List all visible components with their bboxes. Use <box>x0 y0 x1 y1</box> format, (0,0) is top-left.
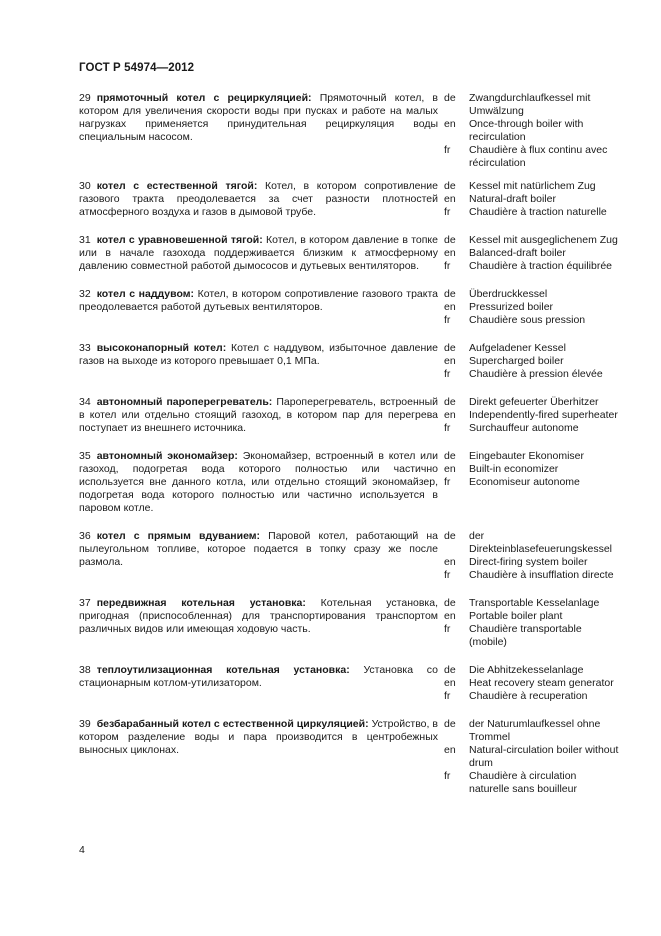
translation-text: Portable boiler plant <box>469 610 563 622</box>
translation-row <box>444 463 619 476</box>
term-definition-block <box>79 664 438 703</box>
term-number: 38 <box>79 664 91 676</box>
term-definition-block <box>79 450 438 515</box>
translation-row <box>444 92 619 118</box>
term-name: высоконапорный котел: <box>96 342 227 354</box>
translation-text: Zwangdurchlaufkessel mit Umwälzung <box>469 92 591 117</box>
translation-row <box>444 690 619 703</box>
term-entry <box>79 530 619 582</box>
language-code: de <box>444 288 456 300</box>
translation-row <box>444 409 619 422</box>
translation-row <box>444 597 619 610</box>
translation-text: Once-through boiler with recirculation <box>469 118 584 143</box>
translation-text: Chaudière sous pression <box>469 314 586 326</box>
translation-row <box>444 744 619 770</box>
term-definition-block <box>79 180 438 219</box>
term-definition-block <box>79 396 438 435</box>
term-name: прямоточный котел с рециркуляцией: <box>96 92 312 104</box>
translation-row <box>444 288 619 301</box>
term-entry <box>79 92 619 170</box>
language-code: en <box>444 247 456 259</box>
translation-row <box>444 342 619 355</box>
term-definition-block <box>79 234 438 273</box>
language-code: en <box>444 409 456 421</box>
language-code: fr <box>444 368 451 380</box>
language-code: de <box>444 530 456 542</box>
language-code: de <box>444 180 456 192</box>
term-definition: Пароперегреватель, встроенный в котел или отдельно стоящий газоход, в котором пар для перегрева поступает из внешнего источника. <box>79 396 438 434</box>
language-code: en <box>444 610 456 622</box>
translation-text: Die Abhitzekesselanlage <box>469 664 584 676</box>
translation-text: Kessel mit ausgeglichenem Zug <box>469 234 618 246</box>
translation-text: Natural-draft boiler <box>469 193 556 205</box>
translation-row <box>444 556 619 569</box>
translation-text: Built-in economizer <box>469 463 559 475</box>
term-name: котел с естественной тягой: <box>96 180 258 192</box>
translations <box>444 288 619 327</box>
translation-text: Chaudière à traction équilibrée <box>469 260 613 272</box>
translation-text: Pressurized boiler <box>469 301 554 313</box>
translation-row <box>444 422 619 435</box>
page-number: 4 <box>79 844 85 856</box>
language-code: fr <box>444 260 451 272</box>
language-code: en <box>444 677 456 689</box>
translation-row <box>444 180 619 193</box>
translation-text: der Direkteinblasefeuerungskessel <box>469 530 612 555</box>
language-code: de <box>444 396 456 408</box>
language-code: en <box>444 556 456 568</box>
translation-row <box>444 476 619 489</box>
language-code: fr <box>444 144 451 156</box>
translation-row <box>444 301 619 314</box>
translations <box>444 396 619 435</box>
language-code: fr <box>444 206 451 218</box>
translation-text: Chaudière à recuperation <box>469 690 588 702</box>
term-definition-block <box>79 597 438 649</box>
translations <box>444 597 619 649</box>
term-definition: Котел, в котором сопротивление газового тракта преодолевается за счет разности плотностей атмосферного воздуха и газов в дымовой трубе. <box>79 180 438 218</box>
term-definition-block <box>79 288 438 327</box>
term-number: 29 <box>79 92 91 104</box>
translation-row <box>444 144 619 170</box>
translation-text: Heat recovery steam generator <box>469 677 614 689</box>
term-definition: Паровой котел, работающий на пылеугольном топливе, которое подается в топку сразу же после размола. <box>79 530 439 568</box>
term-entry <box>79 396 619 435</box>
term-definition-block <box>79 718 438 796</box>
language-code: de <box>444 664 456 676</box>
translation-text: Chaudière à traction naturelle <box>469 206 607 218</box>
term-entry <box>79 342 619 381</box>
translation-text: Chaudière à pression élevée <box>469 368 603 380</box>
term-definition: Котел, в котором сопротивление газового тракта преодолевается работой дутьевых вентиляторов. <box>79 288 439 313</box>
term-number: 39 <box>79 718 91 730</box>
translation-text: Transportable Kesselanlage <box>469 597 600 609</box>
term-definition: Котельная установка, пригодная (приспособленная) для транспортирования транспортом различных видов или имеющая ходовую часть. <box>79 597 438 635</box>
language-code: de <box>444 342 456 354</box>
translation-row <box>444 530 619 556</box>
translation-text: Balanced-draft boiler <box>469 247 566 259</box>
language-code: fr <box>444 314 451 326</box>
term-definition-block <box>79 342 438 381</box>
term-number: 33 <box>79 342 91 354</box>
language-code: en <box>444 463 456 475</box>
translation-text: Independently-fired superheater <box>469 409 618 421</box>
language-code: en <box>444 301 456 313</box>
language-code: de <box>444 234 456 246</box>
translation-row <box>444 623 619 649</box>
translation-text: Eingebauter Ekonomiser <box>469 450 584 462</box>
translation-row <box>444 664 619 677</box>
term-entry <box>79 234 619 273</box>
translation-row <box>444 247 619 260</box>
translation-row <box>444 396 619 409</box>
translation-text: Direkt gefeuerter Überhitzer <box>469 396 599 408</box>
translation-row <box>444 770 619 796</box>
language-code: fr <box>444 623 451 635</box>
translation-row <box>444 569 619 582</box>
term-entry <box>79 597 619 649</box>
translation-row <box>444 314 619 327</box>
translation-text: Direct-firing system boiler <box>469 556 588 568</box>
language-code: fr <box>444 690 451 702</box>
translation-row <box>444 193 619 206</box>
term-number: 31 <box>79 234 91 246</box>
term-name: безбарабанный котел с естественной циркуляцией: <box>96 718 369 730</box>
translation-text: der Naturumlaufkessel ohne Trommel <box>469 718 601 743</box>
term-name: теплоутилизационная котельная установка: <box>96 664 350 676</box>
term-number: 32 <box>79 288 91 300</box>
term-number: 34 <box>79 396 91 408</box>
translation-row <box>444 677 619 690</box>
term-name: котел с прямым вдуванием: <box>96 530 261 542</box>
language-code: fr <box>444 770 451 782</box>
translation-row <box>444 718 619 744</box>
term-number: 37 <box>79 597 91 609</box>
term-definition: Прямоточный котел, в котором для увеличения скорости воды при пусках и работе на малых нагрузках применяется принудительная рециркуляция воды специальным насосом. <box>79 92 438 143</box>
language-code: en <box>444 355 456 367</box>
term-definition-block <box>79 92 438 170</box>
translation-text: Supercharged boiler <box>469 355 564 367</box>
translation-row <box>444 368 619 381</box>
term-definition: Экономайзер, встроенный в котел или газоход, подогретая вода которого полностью или частично используется вне данного котла, или отдельно стоящий экономайзер, подогретая вода которого полностью или частично используется в паровом котле. <box>79 450 439 514</box>
language-code: de <box>444 450 456 462</box>
term-definition: Устройство, в котором разделение воды и пара производится в центробежных выносных циклонах. <box>79 718 438 756</box>
term-entry <box>79 180 619 219</box>
document-header: ГОСТ Р 54974—2012 <box>79 62 195 74</box>
term-entry <box>79 288 619 327</box>
translations <box>444 664 619 703</box>
translation-row <box>444 610 619 623</box>
term-name: передвижная котельная установка: <box>96 597 306 609</box>
term-definition-block <box>79 530 438 582</box>
translations <box>444 450 619 515</box>
term-entry <box>79 450 619 515</box>
translation-text: Kessel mit natürlichem Zug <box>469 180 596 192</box>
language-code: de <box>444 597 456 609</box>
term-name: автономный пароперегреватель: <box>96 396 273 408</box>
translation-row <box>444 234 619 247</box>
translation-text: Economiseur autonome <box>469 476 580 488</box>
translation-text: Chaudière à insufflation directe <box>469 569 614 581</box>
term-number: 36 <box>79 530 91 542</box>
translations <box>444 180 619 219</box>
language-code: de <box>444 92 456 104</box>
translation-text: Aufgeladener Kessel <box>469 342 566 354</box>
translation-text: Surchauffeur autonome <box>469 422 579 434</box>
language-code: en <box>444 744 456 756</box>
language-code: fr <box>444 422 451 434</box>
translations <box>444 718 619 796</box>
term-name: автономный экономайзер: <box>96 450 238 462</box>
term-entry <box>79 718 619 796</box>
translation-text: Chaudière transportable (mobile) <box>469 623 582 648</box>
translation-text: Chaudière à circulation naturelle sans bouilleur <box>469 770 577 795</box>
translation-row <box>444 355 619 368</box>
translation-row <box>444 260 619 273</box>
language-code: en <box>444 118 456 130</box>
translation-text: Überdruckkessel <box>469 288 548 300</box>
language-code: fr <box>444 476 451 488</box>
translations <box>444 530 619 582</box>
term-definition: Котел, в котором давление в топке или в начале газохода поддерживается близким к атмосферному давлению совместной работой дымососов и дутьевых вентиляторов. <box>79 234 438 272</box>
translation-row <box>444 118 619 144</box>
translations <box>444 342 619 381</box>
term-number: 35 <box>79 450 91 462</box>
translation-row <box>444 206 619 219</box>
translations <box>444 92 619 170</box>
translation-text: Natural-circulation boiler without drum <box>469 744 619 769</box>
term-name: котел с наддувом: <box>96 288 194 300</box>
term-entry <box>79 664 619 703</box>
translation-text: Chaudière à flux continu avec récirculation <box>469 144 608 169</box>
term-definition: Котел с наддувом, избыточное давление газов на выходе из которого превышает 0,1 МПа. <box>79 342 438 367</box>
translations <box>444 234 619 273</box>
language-code: en <box>444 193 456 205</box>
terms-list <box>79 92 619 796</box>
language-code: fr <box>444 569 451 581</box>
term-number: 30 <box>79 180 91 192</box>
term-definition: Установка со стационарным котлом-утилизатором. <box>79 664 438 689</box>
translation-row <box>444 450 619 463</box>
term-name: котел с уравновешенной тягой: <box>96 234 263 246</box>
language-code: de <box>444 718 456 730</box>
